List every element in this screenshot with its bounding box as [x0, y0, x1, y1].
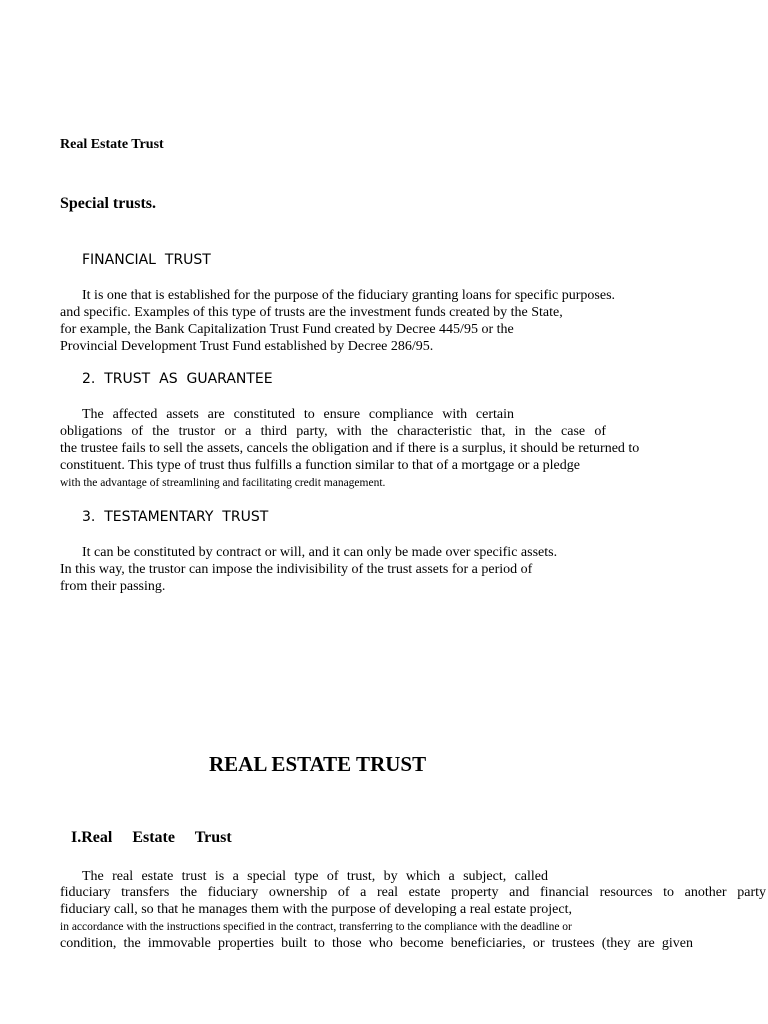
section-heading-testamentary-trust: 3. TESTAMENTARY TRUST	[82, 509, 269, 525]
paragraph-line: It can be constituted by contract or will, and it can only be made over specific assets.	[82, 545, 558, 560]
section-heading-financial-trust: FINANCIAL TRUST	[82, 252, 211, 268]
main-title: REAL ESTATE TRUST	[209, 752, 427, 776]
paragraph-line: fiduciary call, so that he manages them with the purpose of developing a real estate project,	[60, 902, 572, 917]
paragraph-line: with the advantage of streamlining and facilitating credit management.	[60, 477, 386, 489]
section-heading-real-estate-trust: I.Real Estate Trust	[71, 829, 232, 846]
header-title: Real Estate Trust	[60, 137, 164, 152]
paragraph-line: from their passing.	[60, 579, 166, 594]
paragraph-line: fiduciary transfers the fiduciary ownership of a real estate property and financial resources to another party	[60, 885, 766, 900]
subtitle: Special trusts.	[60, 195, 156, 212]
paragraph-line: It is one that is established for the purpose of the fiduciary granting loans for specific purposes.	[82, 288, 616, 303]
paragraph-line: in accordance with the instructions specified in the contract, transferring to the compliance with the deadline or	[60, 921, 572, 933]
paragraph-line: In this way, the trustor can impose the indivisibility of the trust assets for a period of	[60, 562, 533, 577]
paragraph-line: The affected assets are constituted to ensure compliance with certain	[82, 407, 514, 422]
section-heading-trust-as-guarantee: 2. TRUST AS GUARANTEE	[82, 371, 273, 387]
paragraph-line: the trustee fails to sell the assets, cancels the obligation and if there is a surplus, it should be returned to	[60, 441, 640, 456]
paragraph-line: for example, the Bank Capitalization Trust Fund created by Decree 445/95 or the	[60, 322, 514, 337]
paragraph-line: Provincial Development Trust Fund established by Decree 286/95.	[60, 339, 434, 354]
paragraph-line: constituent. This type of trust thus fulfills a function similar to that of a mortgage or a pledge	[60, 458, 580, 473]
paragraph-line: and specific. Examples of this type of trusts are the investment funds created by the State,	[60, 305, 563, 320]
paragraph-line: obligations of the trustor or a third party, with the characteristic that, in the case of	[60, 424, 606, 439]
paragraph-line: The real estate trust is a special type of trust, by which a subject, called	[82, 869, 548, 884]
paragraph-line: condition, the immovable properties built to those who become beneficiaries, or trustees (they are given	[60, 936, 693, 951]
